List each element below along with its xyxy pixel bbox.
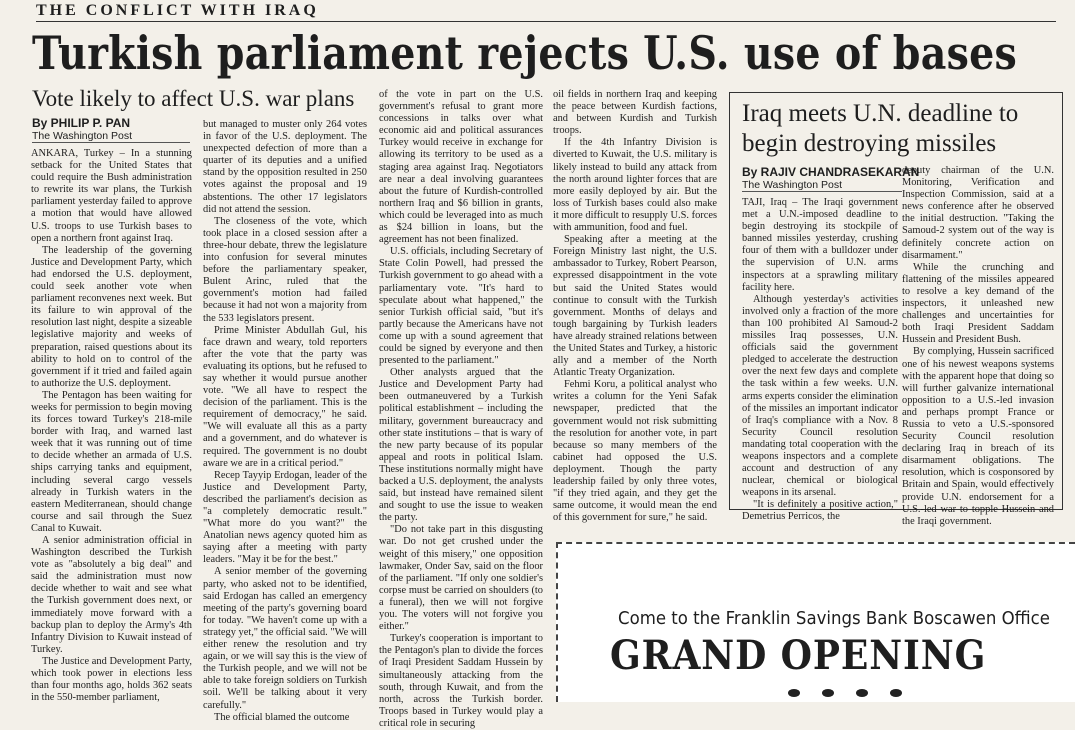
sidebar-story-box [729,92,1063,527]
main-column-3 [379,89,543,729]
paragraph: deputy chairman of the U.N. Monitoring, Verification and Inspection Commission, said at a news conference after he observed the initial destruction. "Taking the Samoud-2 system out of the way is definitely concrete action on disarmament." [902,165,1054,261]
paragraph: The Pentagon has been waiting for weeks for permission to begin moving its forces toward Turkey's 218-mile border with Iraq, and warned last week that it was running out of time to decide whether an armada of U.S. ships carrying tanks and equipment, including several cargo vessels already in Turkish waters in the eastern Mediterranean, should change course and sail through the Suez Canal to Kuwait. [31,389,192,534]
grand-opening-advertisement [556,542,1075,702]
paragraph: The official blamed the outcome [214,711,350,723]
paragraph: Speaking after a meeting at the Foreign Ministry last night, the U.S. ambassador to Turkey, Robert Pearson, expressed disappointment in the vote but said the United States would continue to consult with the Turkish government. Months of delays and tough bargaining by Turkish leaders have already strained relations between the United States and Turkey, a historic ally and a member of the North Atlantic Treaty Organization. [553,234,717,379]
section-kicker: THE CONFLICT WITH IRAQ [36,2,1056,22]
sidebar-byline-block [742,165,920,192]
paragraph: ANKARA, Turkey – In a stunning setback for the United States that could require the Bush administration to rewrite its war plans, the Turkish parliament yesterday failed to approve a motion that would have allowed U.S. troops to use Turkish bases to open a northern front against Iraq. [31,148,192,244]
sidebar-column-2 [902,165,1054,527]
main-byline: By PHILIP P. PAN [32,116,131,130]
main-headline: Turkish parliament rejects U.S. use of bases [32,26,1018,80]
sidebar-headline: Iraq meets U.N. deadline to begin destroying missiles [742,100,1019,157]
sidebar-source: The Washington Post [742,179,902,192]
paragraph: Although yesterday's activities involved only a fraction of the more than 100 prohibited Al Samoud-2 missiles Iraq possesses, U.N. officials said the government pledged to accelerate the destruction over the next few days and complete the task within a few weeks. U.N. arms experts consider the elimination of the missiles an important indicator of Iraq's compliance with a Nov. 8 Security Council resolution mandating total cooperation with the weapons inspectors and a complete account and destruction of any nuclear, chemical or biological weapons in its arsenal. [742,293,898,499]
paragraph: If the 4th Infantry Division is diverted to Kuwait, the U.S. military is likely instead to build any attack from the north around lighter forces that are more easily deployed by air. But the loss of Turkish bases could also make it more difficult to resupply U.S. forces with ammunition, food and fuel. [553,137,717,234]
main-column-1 [31,148,192,704]
main-dek: Vote likely to affect U.S. war plans [32,86,355,111]
paragraph: Other analysts argued that the Justice and Development Party had been outmaneuvered by a Turkish political establishment – including the military, government bureaucracy and other state institutions – that is wary of the new party because of its popular appeal and roots in political Islam. These institutions normally might have backed a U.S. deployment, the analysts said, but instead have remained silent and sought to use the issue to weaken the party. [379,367,543,524]
ad-title: GRAND OPENING [610,632,987,679]
paragraph: oil fields in northern Iraq and keeping the peace between Kurdish factions, and between Kurdish and Turkish troops. [553,89,717,137]
main-byline-block [32,116,190,143]
paragraph: Fehmi Koru, a political analyst who writes a column for the Yeni Safak newspaper, predicted that the government would not risk submitting the resolution for another vote, in part because so many members of the cabinet had opposed the U.S. deployment. Though the party leadership failed by only three votes, "if they tried again, and they get the same outcome, it would mean the end of this government for sure," he said. [553,379,717,524]
paragraph: Prime Minister Abdullah Gul, his face drawn and weary, told reporters after the vote that the party was evaluating its options, but he refused to say whether it would pursue another vote. "We all have to respect the decision of the parliament. This is the requirement of democracy," he said. "We will evaluate all this as a party and a government, and do whatever is required. The government is no doubt aware we are in a critical period." [203,324,367,469]
main-column-2 [203,119,367,723]
main-source: The Washington Post [32,130,190,143]
paragraph: TAJI, Iraq – The Iraqi government met a U.N.-imposed deadline to begin destroying its stockpile of banned missiles yesterday, crushing four of them with a bulldozer under the supervision of U.N. arms inspectors at a sprawling military facility here. [742,197,898,293]
main-column-4 [553,89,717,524]
paragraph: By complying, Hussein sacrificed one of his newest weapons systems with the apparent hope that doing so will further galvanize international opposition to a U.S.-led invasion and perhaps prompt France or Russia to veto a U.S.-sponsored Security Council resolution declaring Iraq in breach of its disarmament obligations. The resolution, which is cosponsored by Britain and Spain, would effectively provide U.N. endorsement for a U.S.-led war to topple Hussein and the Iraqi government. [902,346,1054,527]
paragraph: A senior member of the governing party, who asked not to be identified, said Erdogan has called an emergency meeting of the party's governing board for today. "We haven't come up with a strategy yet," the official said. "We will either renew the resolution and try again, or we will say this is the view of the Turkish people, and we will not be able to take foreign soldiers on Turkish soil. We'll be talking about it very carefully." [203,566,367,711]
ad-cutoff-text-fragment [788,684,948,692]
paragraph: While the crunching and flattening of the missiles appeared to resolve a key demand of the inspectors, it unleashed new challenges and uncertainties for both Iraqi President Saddam Hussein and President Bush. [902,261,1054,346]
sidebar-column-1 [742,197,898,523]
paragraph: U.S. officials, including Secretary of State Colin Powell, had pressed the Turkish government to go ahead with a parliamentary vote. "It's hard to speculate about what happened," the senior Turkish official said, "but it's partly because the Americans have not come up with a sound agreement that could be signed by everyone and then presented to the parliament." [379,246,543,367]
paragraph: "Do not take part in this disgusting war. Do not get crushed under the weight of this misery," one opposition lawmaker, Onder Sav, said on the floor of the parliament. "If only one soldier's corpse must be carried on shoulders (to a funeral), then we will not forgive you. The voters will not forgive you either." [379,524,543,633]
paragraph: "It is definitely a positive action," Demetrius Perricos, the [742,499,898,523]
paragraph: The closeness of the vote, which took place in a closed session after a three-hour debate, threw the legislature into confusion for several minutes before the parliamentary speaker, Bulent Arinc, ruled that the government's motion had failed because it had not won a majority from the 533 legislators present. [203,215,367,324]
paragraph: Recep Tayyip Erdogan, leader of the Justice and Development Party, described the parliament's decision as "a completely democratic result." "What more do you want?" the Anatolian news agency quoted him as saying after a meeting with party leaders. "May it be for the best." [203,469,367,566]
paragraph: of the vote in part on the U.S. government's refusal to grant more concessions in talks over what economic aid and political assurances Turkey would receive in exchange for allowing its territory to be used as a staging area against Iraq. Negotiators are near a deal involving guarantees about the future of Kurdish-controlled northern Iraq and $6 billion in grants, which could be leveraged into as much as $24 billion in loans, but the agreement has not been finalized. [379,89,543,246]
paragraph: but managed to muster only 264 votes in favor of the U.S. deployment. The unexpected defection of more than a quarter of its deputies and a unified stand by the opposition resulted in 250 votes against the proposal and 19 abstentions. The other 17 legislators did not attend the session. [203,119,367,215]
paragraph: Turkey's cooperation is important to the Pentagon's plan to divide the forces of Iraqi President Saddam Hussein by simultaneously attacking from the south, through Kuwait, and from the north, across the Turkish border. Troops based in Turkey would play a critical role in securing [379,633,543,729]
sidebar-byline: By RAJIV CHANDRASEKARAN [742,165,920,179]
paragraph: A senior administration official in Washington described the Turkish vote as "absolutely a big deal" and said the administration must now decide whether to wait and see what the Turkish government does next, or immediately move forward with a backup plan to deploy the Army's 4th Infantry Division to Kuwait instead of Turkey. [31,535,192,655]
paragraph: The leadership of the governing Justice and Development Party, which had endorsed the U.S. deployment, could seek another vote when parliament reconvenes next week. But its failure to win approval of the resolution last night, despite a sizeable legislative majority and weeks of preparation, raised questions about its ability to hold on to control of the government if it tried and failed again to authorize the U.S. deployment. [31,244,192,389]
paragraph: The Justice and Development Party, which took power in elections less than four months ago, holds 362 seats in the 550-member parliament, [31,655,192,704]
ad-tagline: Come to the Franklin Savings Bank Boscawen Office [618,608,1050,629]
